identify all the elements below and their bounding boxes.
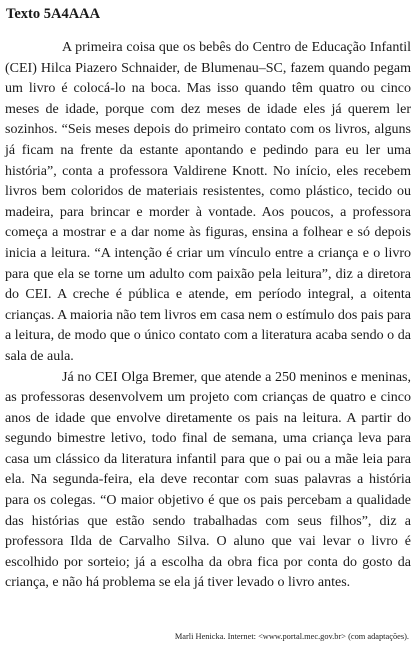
paragraph-1: A primeira coisa que os bebês do Centro de Educação Infantil (CEI) Hilca Piazero Schnaider, de Blumenau–SC, fazem quando pegam um livro é colocá-lo na boca. Mas isso quando têm quatro ou cinco meses de idade, porque com dez meses de idade eles já querem ler sozinhos. “Seis meses depois do primeiro contato com os livros, alguns já ficam na frente da estante apontando e pedindo para eu ler uma história”, conta a professora Valdirene Knott. No início, eles recebem livros bem coloridos de materiais resistentes, como plástico, tecido ou madeira, para brincar e morder à vontade. Aos poucos, a professora começa a mostrar e a dar nome às figuras, ensina a folhear e só depois inicia a leitura. “A intenção é criar um vínculo entre a criança e o livro para que ela se torne um adulto com paixão pela leitura”, diz a diretora do CEI. A creche é pública e atende, em período integral, a oitenta crianças. A maioria não tem livros em casa nem o estímulo dos pais para a leitura, de modo que o único contato com a literatura acaba sendo o da sala de aula. xyxy=(5,40,411,364)
paragraph-2: Já no CEI Olga Bremer, que atende a 250 meninos e meninas, as professoras desenvolvem um projeto com crianças de quatro e cinco anos de idade que envolve diretamente os pais na leitura. A partir do segundo bimestre letivo, todo final de semana, uma criança leva para casa um clássico da literatura infantil para que o pai ou a mãe leia para ela. Na segunda-feira, ela deve recontar com suas palavras a história para os colegas. “O maior objetivo é que os pais percebam a qualidade das histórias que estão sendo trabalhadas com seus filhos”, diz a professora Ilda de Carvalho Silva. O aluno que vai levar o livro é escolhido por sorteio; já a escolha da obra fica por conta do gosto da criança, e não há problema se ela já tiver levado o livro antes. xyxy=(5,369,411,591)
article-body xyxy=(5,38,411,594)
text-title: Texto 5A4AAA xyxy=(6,6,101,22)
source-citation: Marli Henicka. Internet: <www.portal.mec.gov.br> (com adaptações). xyxy=(174,632,409,641)
